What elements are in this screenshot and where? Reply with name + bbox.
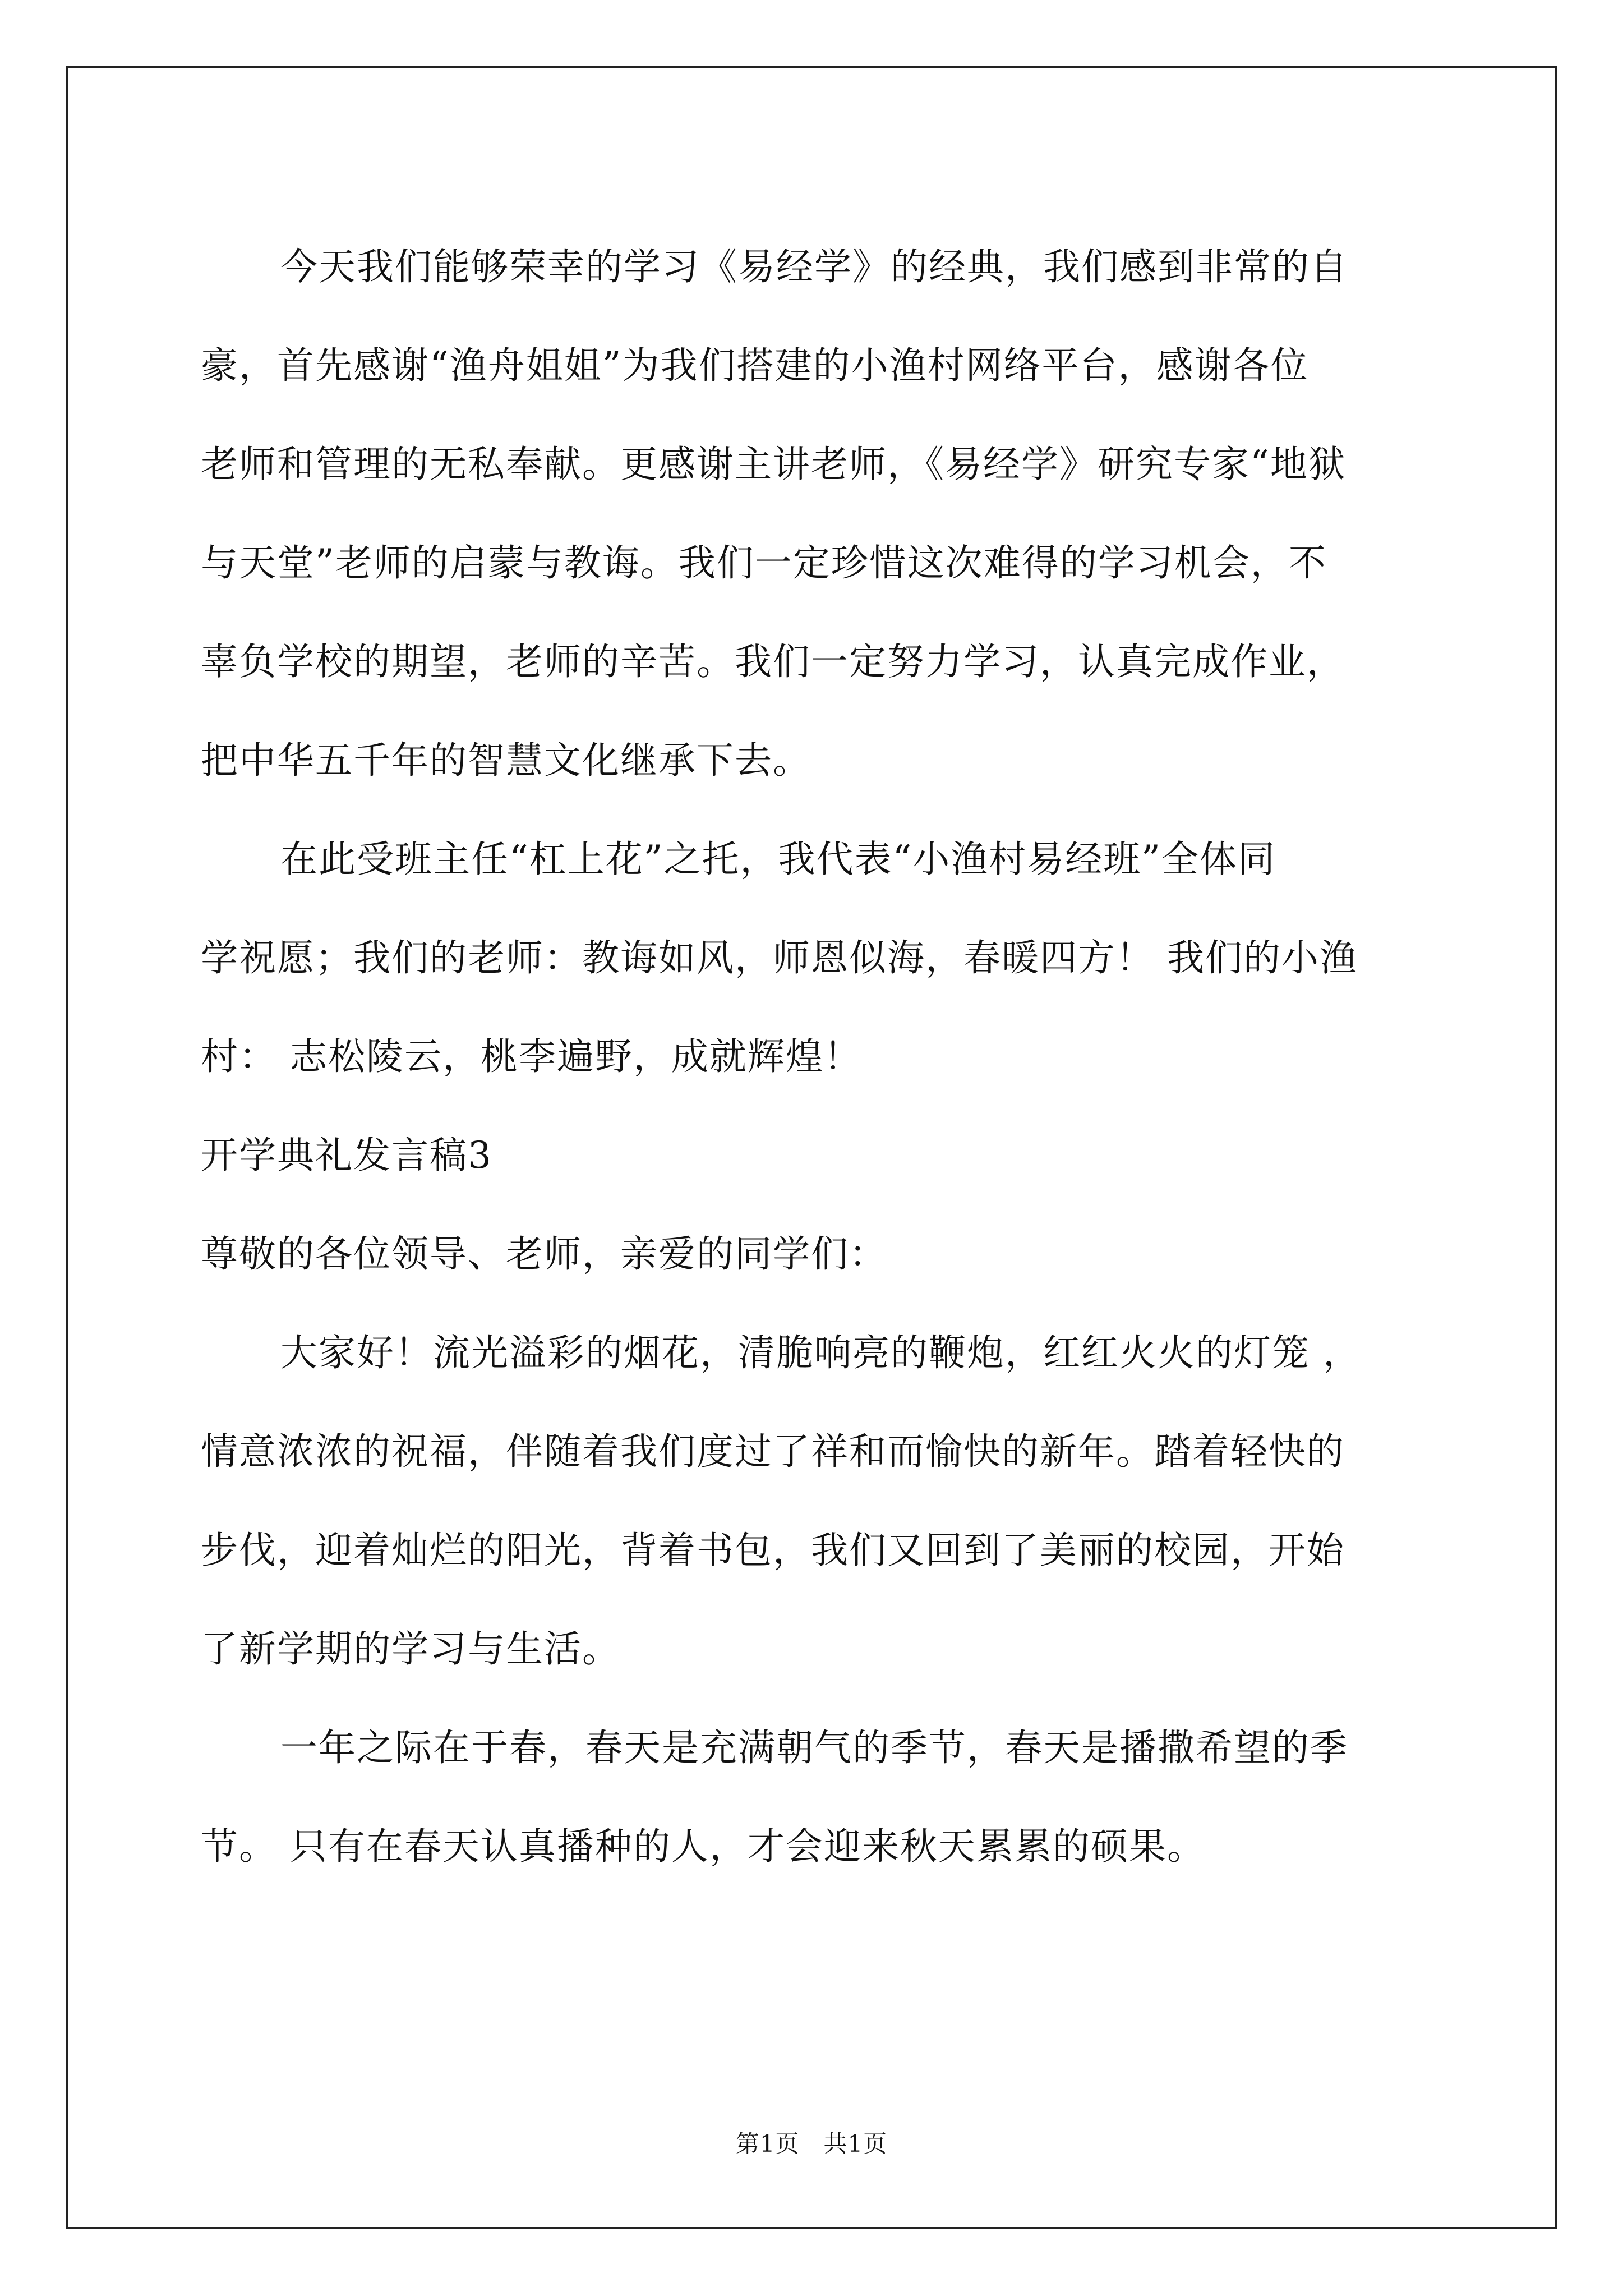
salutation: 尊敬的各位领导、老师，亲爱的同学们： bbox=[201, 1232, 887, 1276]
text-line: 大家好！流光溢彩的烟花，清脆响亮的鞭炮，红红火火的灯笼 ， bbox=[280, 1331, 1361, 1374]
text-line: 在此受班主任“杠上花”之托，我代表“小渔村易经班”全体同 bbox=[280, 838, 1276, 881]
section-heading: 开学典礼发言稿3 bbox=[201, 1134, 492, 1177]
text-line: 一年之际在于春，春天是充满朝气的季节，春天是播撒希望的季 bbox=[280, 1726, 1348, 1769]
text-line: 豪，首先感谢“渔舟姐姐”为我们搭建的小渔村网络平台，感谢各位 bbox=[201, 344, 1309, 387]
text-line: 老师和管理的无私奉献。更感谢主讲老师，《易经学》研究专家“地狱 bbox=[201, 443, 1347, 486]
page-number-footer: 第1页 共1页 bbox=[735, 2130, 888, 2157]
text-line: 情意浓浓的祝福，伴随着我们度过了祥和而愉快的新年。踏着轻快的 bbox=[201, 1430, 1345, 1473]
text-line: 把中华五千年的智慧文化继承下去。 bbox=[201, 739, 811, 782]
text-line: 节。 只有在春天认真播种的人，才会迎来秋天累累的硕果。 bbox=[201, 1825, 1205, 1868]
text-line: 与天堂”老师的启蒙与教诲。我们一定珍惜这次难得的学习机会，不 bbox=[201, 541, 1327, 585]
text-line: 步伐，迎着灿烂的阳光，背着书包，我们又回到了美丽的校园，开始 bbox=[201, 1529, 1345, 1572]
text-line: 今天我们能够荣幸的学习《易经学》的经典，我们感到非常的自 bbox=[280, 245, 1348, 288]
text-line: 学祝愿；我们的老师：教诲如风，师恩似海，春暖四方！ 我们的小渔 bbox=[201, 936, 1358, 979]
document-body bbox=[201, 218, 1423, 1896]
text-line: 村： 志松陵云，桃李遍野，成就辉煌！ bbox=[201, 1035, 862, 1078]
text-line: 辜负学校的期望，老师的辛苦。我们一定努力学习，认真完成作业， bbox=[201, 640, 1345, 683]
text-line: 了新学期的学习与生活。 bbox=[201, 1627, 620, 1671]
